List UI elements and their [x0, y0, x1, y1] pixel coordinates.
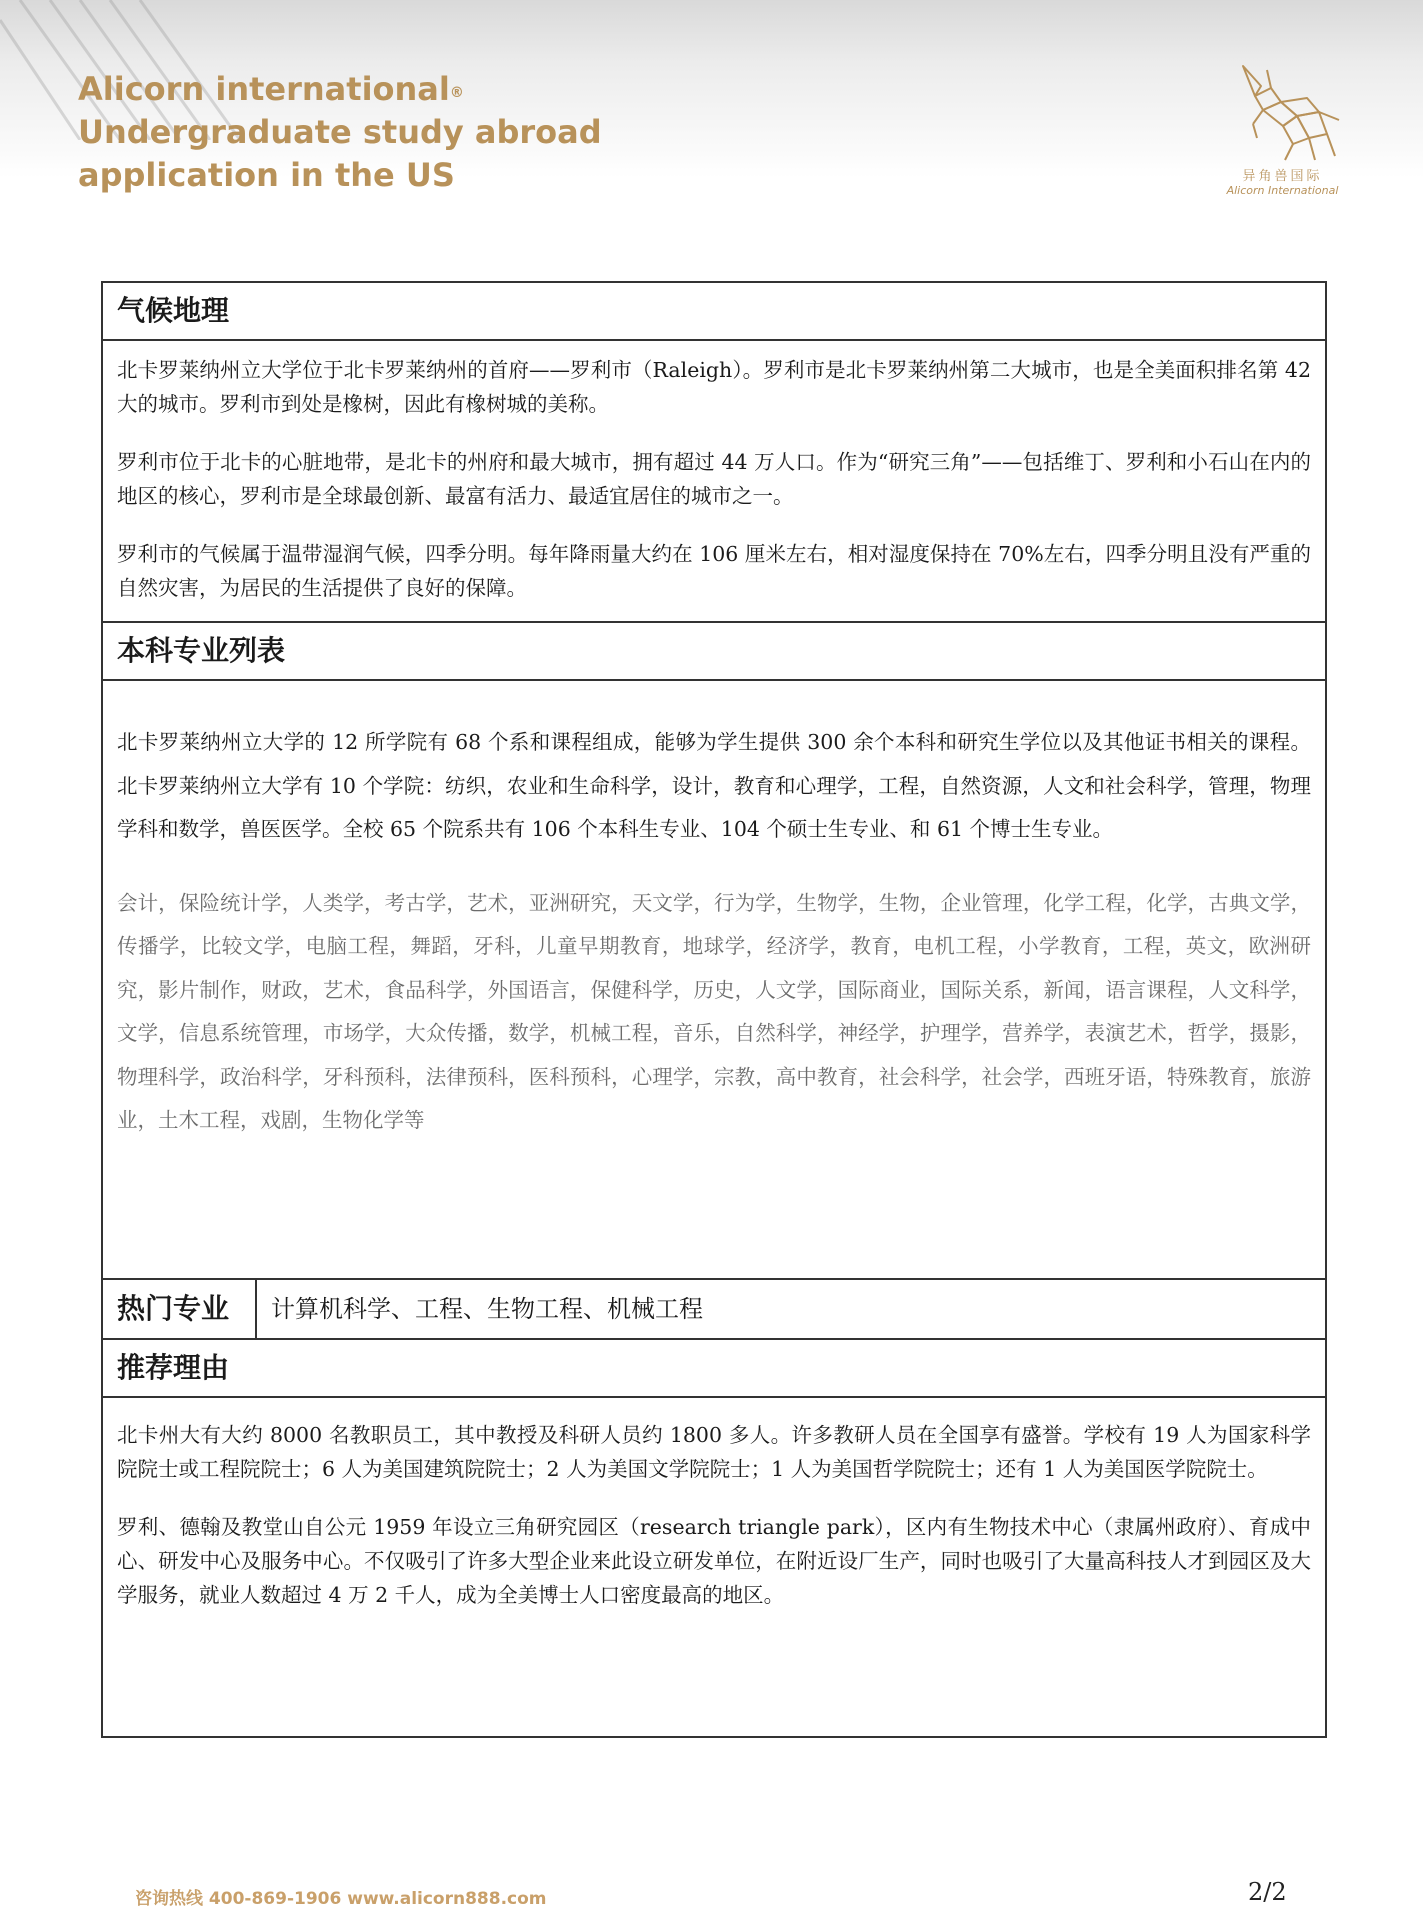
- reasons-paragraph: 北卡州大有大约 8000 名教职员工，其中教授及科研人员约 1800 多人。许多教研人员在全国享有盛誉。学校有 19 人为国家科学院院士或工程院院士；6 人为美国建筑院院士；2 人为美国文学院院士；1 人为美国哲学院院士；还有 1 人为美国医学院院士。: [117, 1423, 1311, 1481]
- brand-line-2: Undergraduate study abroad: [78, 113, 602, 151]
- reasons-body: [103, 1398, 1325, 1736]
- alicorn-logo: [1215, 58, 1350, 208]
- logo-chinese-text: 异角兽国际: [1242, 169, 1323, 184]
- logo-english-text: Alicorn International: [1226, 184, 1339, 197]
- majors-intro: 北卡罗莱纳州立大学的 12 所学院有 68 个系和课程组成，能够为学生提供 300 余个本科和研究生学位以及其他证书相关的课程。北卡罗莱纳州立大学有 10 个学院：纺织，农业和生命科学，设计，教育和心理学，工程，自然资源，人文和社会科学，管理，物理学科和数学，兽医医学。全校 65 个院系共有 106 个本科生专业、104 个硕士生专业、和 61 个博士生专业。: [117, 730, 1311, 841]
- page-number: 2/2: [1248, 1878, 1287, 1906]
- registered-mark: ®: [449, 85, 464, 101]
- climate-heading: 气候地理: [103, 283, 1325, 341]
- hot-majors-row: [103, 1280, 1325, 1340]
- brand-title: [78, 68, 638, 197]
- reasons-paragraph: 罗利、德翰及教堂山自公元 1959 年设立三角研究园区（research triangle park），区内有生物技术中心（隶属州政府）、育成中心、研发中心及服务中心。不仅吸引了许多大型企业来此设立研发单位，在附近设厂生产，同时也吸引了大量高科技人才到园区及大学服务，就业人数超过 4 万 2 千人，成为全美博士人口密度最高的地区。: [117, 1515, 1311, 1607]
- hot-majors-value: 计算机科学、工程、生物工程、机械工程: [271, 1295, 703, 1323]
- majors-list: 会计，保险统计学，人类学，考古学，艺术，亚洲研究，天文学，行为学，生物学，生物，企业管理，化学工程，化学，古典文学，传播学，比较文学，电脑工程，舞蹈，牙科，儿童早期教育，地球学，经济学，教育，电机工程，小学教育，工程，英文，欧洲研究，影片制作，财政，艺术，食品科学，外国语言，保健科学，历史，人文学，国际商业，国际关系，新闻，语言课程，人文科学，文学，信息系统管理，市场学，大众传播，数学，机械工程，音乐，自然科学，神经学，护理学，营养学，表演艺术，哲学，摄影，物理科学，政治科学，牙科预科，法律预科，医科预科，心理学，宗教，高中教育，社会科学，社会学，西班牙语，特殊教育，旅游业，土木工程，戏剧，生物化学等: [117, 890, 1311, 1132]
- majors-body: [103, 681, 1325, 1280]
- brand-line-3: application in the US: [78, 156, 455, 194]
- content-table: [101, 281, 1327, 1738]
- hot-majors-label: 热门专业: [103, 1280, 257, 1338]
- climate-paragraph: 北卡罗莱纳州立大学位于北卡罗莱纳州的首府——罗利市（Raleigh）。罗利市是北卡罗莱纳州第二大城市，也是全美面积排名第 42 大的城市。罗利市到处是橡树，因此有橡树城的美称。: [117, 358, 1311, 416]
- climate-paragraph: 罗利市的气候属于温带湿润气候，四季分明。每年降雨量大约在 106 厘米左右，相对湿度保持在 70%左右，四季分明且没有严重的自然灾害，为居民的生活提供了良好的保障。: [117, 542, 1311, 600]
- climate-paragraph: 罗利市位于北卡的心脏地带，是北卡的州府和最大城市，拥有超过 44 万人口。作为“研究三角”——包括维丁、罗利和小石山在内的地区的核心，罗利市是全球最创新、最富有活力、最适宜居住的城市之一。: [117, 450, 1311, 508]
- reasons-heading: 推荐理由: [103, 1340, 1325, 1398]
- brand-line-1: Alicorn international: [78, 70, 450, 108]
- unicorn-icon: [1223, 58, 1343, 163]
- majors-heading: 本科专业列表: [103, 623, 1325, 681]
- climate-body: [103, 341, 1325, 623]
- footer-contact: 咨询热线 400-869-1906 www.alicorn888.com: [135, 1889, 547, 1909]
